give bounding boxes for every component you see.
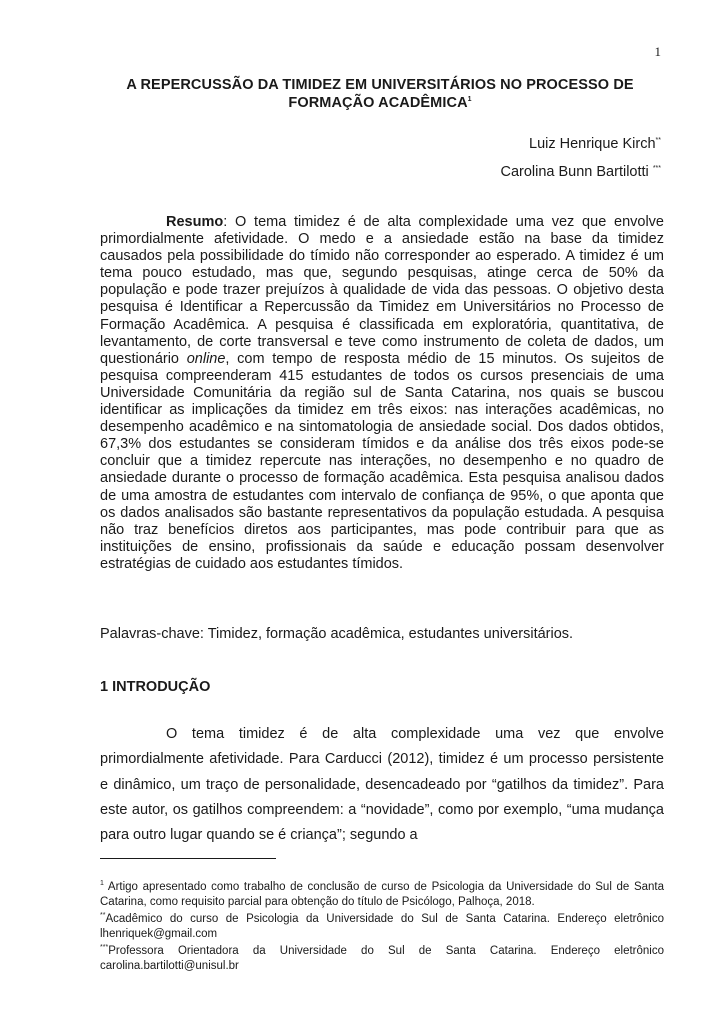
paper-title-text: A REPERCUSSÃO DA TIMIDEZ EM UNIVERSITÁRIOS NO PROCESSO DE FORMAÇÃO ACADÊMICA (126, 77, 634, 111)
footnote-1 (100, 880, 664, 909)
footnote-3 (100, 944, 664, 973)
footnote-2-mark: ** (100, 912, 106, 920)
introduction-text: O tema timidez é de alta complexidade uma vez que envolve primordialmente afetividade. Para Carducci (2012), timidez é um processo persistente e dinâmico, um traço de personalidade, desencadeado por “gatilhos da timidez”. Para este autor, os gatilhos compreendem: a “novidade”, como por exemplo, “uma mudança para outro lugar quando se é criança”; segundo a (100, 726, 664, 844)
author-1-mark: ** (655, 137, 661, 145)
footnote-3-text: Professora Orientadora da Universidade do Sul de Santa Catarina. Endereço eletrônico carolina.bartilotti@unisul.br (100, 945, 664, 972)
abstract-text-1: : O tema timidez é de alta complexidade uma vez que envolve primordialmente afetividade. O medo e a ansiedade estão na base da timidez causados pela possibilidade do tímido não corresponder ao esperado. A timidez é um tema pouco estudado, mas que, segundo pesquisas, atinge cerca de 50% da população e pode trazer prejuízos à qualidade de vida das pessoas. O objetivo desta pesquisa é Identificar a Repercussão da Timidez em Universitários no Processo de Formação Acadêmica. A pesquisa é classificada em exploratória, quantitativa, de levantamento, de corte transversal e teve como instrumento de coleta de dados, um questionário (100, 214, 664, 367)
footnote-2 (100, 912, 664, 941)
abstract (100, 214, 664, 573)
keywords: Palavras-chave: Timidez, formação acadêmica, estudantes universitários. (100, 626, 574, 642)
footnote-1-mark: 1 (100, 880, 104, 888)
footnote-2-text: Acadêmico do curso de Psicologia da Universidade do Sul de Santa Catarina. Endereço eletrônico lhenriquek@gmail.com (100, 913, 664, 940)
page-number: 1 (654, 44, 661, 59)
section-heading-introduction: 1 INTRODUÇÃO (100, 679, 211, 695)
abstract-label: Resumo (166, 214, 224, 230)
author-2-mark: *** (652, 165, 661, 173)
introduction-paragraph (100, 722, 664, 848)
abstract-text-2: , com tempo de resposta médio de 15 minutos. Os sujeitos de pesquisa compreenderam 415 estudantes de todos os cursos presenciais de uma Universidade Comunitária da região sul de Santa Catarina, nos quais se buscou identificar as implicações da timidez em três eixos: nas interações acadêmicas, no desempenho acadêmico e na sintomatologia de ansiedade social. Dos dados obtidos, 67,3% dos estudantes se consideram tímidos e da análise dos três eixos pode-se concluir que a timidez repercute nas interações, no desempenho e no quadro de ansiedade durante o processo de formação acadêmica. Esta pesquisa analisou dados de uma amostra de estudantes com intervalo de confiança de 95%, o que aponta que os dados analisados são bastante representativos da população estudada. A pesquisa não traz benefícios diretos aos participantes, mas pode contribuir para que as instituições de ensino, profissionais da saúde e educação possam desenvolver estratégias de cuidado aos estudantes tímidos. (100, 350, 665, 572)
author-1-name: Luiz Henrique Kirch (529, 136, 656, 152)
abstract-emphasis: online (186, 350, 226, 367)
footnotes (100, 880, 664, 977)
author-2-name: Carolina Bunn Bartilotti (500, 164, 649, 180)
author-1 (529, 136, 661, 152)
footnote-separator (100, 858, 276, 859)
paper-title (100, 76, 660, 112)
footnote-1-text: Artigo apresentado como trabalho de conclusão de curso de Psicologia da Universidade do Sul de Santa Catarina, como requisito parcial para obtenção do título de Psicólogo, Palhoça, 2018. (100, 881, 664, 908)
title-footnote-mark: 1 (467, 96, 472, 104)
author-2 (500, 164, 661, 180)
footnote-3-mark: *** (100, 944, 109, 952)
